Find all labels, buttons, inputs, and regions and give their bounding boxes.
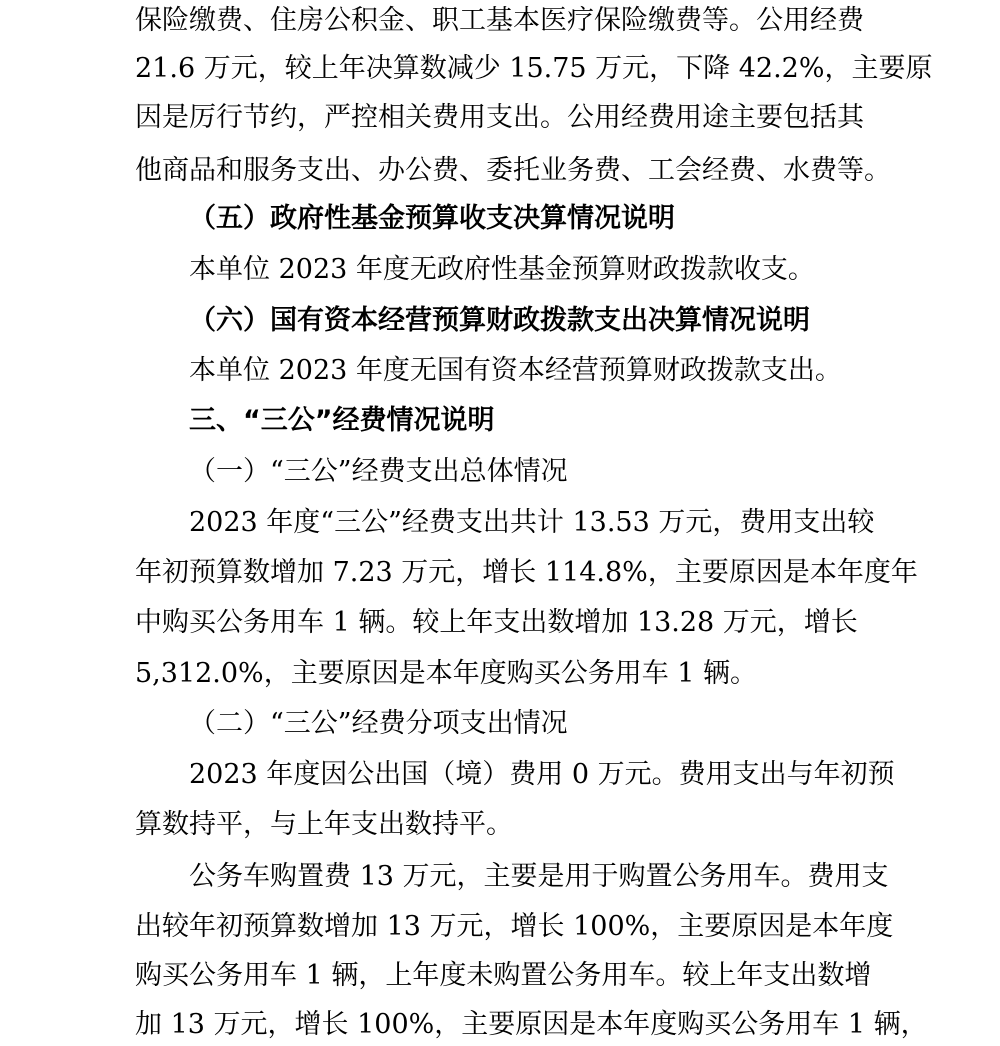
body-text-line: 因是厉行节约，严控相关费用支出。公用经费用途主要包括其 xyxy=(135,102,864,133)
subsection-heading: （二）“三公”经费分项支出情况 xyxy=(189,708,568,739)
body-text-line: 出较年初预算数增加 13 万元，增长 100%，主要原因是本年度 xyxy=(135,911,894,942)
body-text-line: 5,312.0%，主要原因是本年度购买公务用车 1 辆。 xyxy=(135,658,758,689)
body-text-line: 本单位 2023 年度无国有资本经营预算财政拨款支出。 xyxy=(189,355,842,386)
body-text-line: 本单位 2023 年度无政府性基金预算财政拨款收支。 xyxy=(189,254,815,285)
body-text-line: 他商品和服务支出、办公费、委托业务费、工会经费、水费等。 xyxy=(135,155,891,186)
body-text-line: 保险缴费、住房公积金、职工基本医疗保险缴费等。公用经费 xyxy=(135,5,864,36)
body-text-line: 21.6 万元，较上年决算数减少 15.75 万元，下降 42.2%，主要原 xyxy=(135,53,933,84)
body-text-line: 中购买公务用车 1 辆。较上年支出数增加 13.28 万元，增长 xyxy=(135,607,858,638)
section-heading: （五）政府性基金预算收支决算情况说明 xyxy=(189,203,675,234)
body-text-line: 2023 年度“三公”经费支出共计 13.53 万元，费用支出较 xyxy=(189,507,875,538)
body-text-line: 加 13 万元，增长 100%，主要原因是本年度购买公务用车 1 辆， xyxy=(135,1009,928,1040)
body-text-line: 公务车购置费 13 万元，主要是用于购置公务用车。费用支 xyxy=(189,861,889,892)
body-text-line: 算数持平，与上年支出数持平。 xyxy=(135,809,513,840)
body-text-line: 年初预算数增加 7.23 万元，增长 114.8%，主要原因是本年度年 xyxy=(135,557,918,588)
body-text-line: 2023 年度因公出国（境）费用 0 万元。费用支出与年初预 xyxy=(189,759,895,790)
body-text-line: 购买公务用车 1 辆，上年度未购置公务用车。较上年支出数增 xyxy=(135,960,872,991)
section-heading: （六）国有资本经营预算财政拨款支出决算情况说明 xyxy=(189,305,810,336)
chapter-heading: 三、“三公”经费情况说明 xyxy=(189,405,495,436)
subsection-heading: （一）“三公”经费支出总体情况 xyxy=(189,456,568,487)
